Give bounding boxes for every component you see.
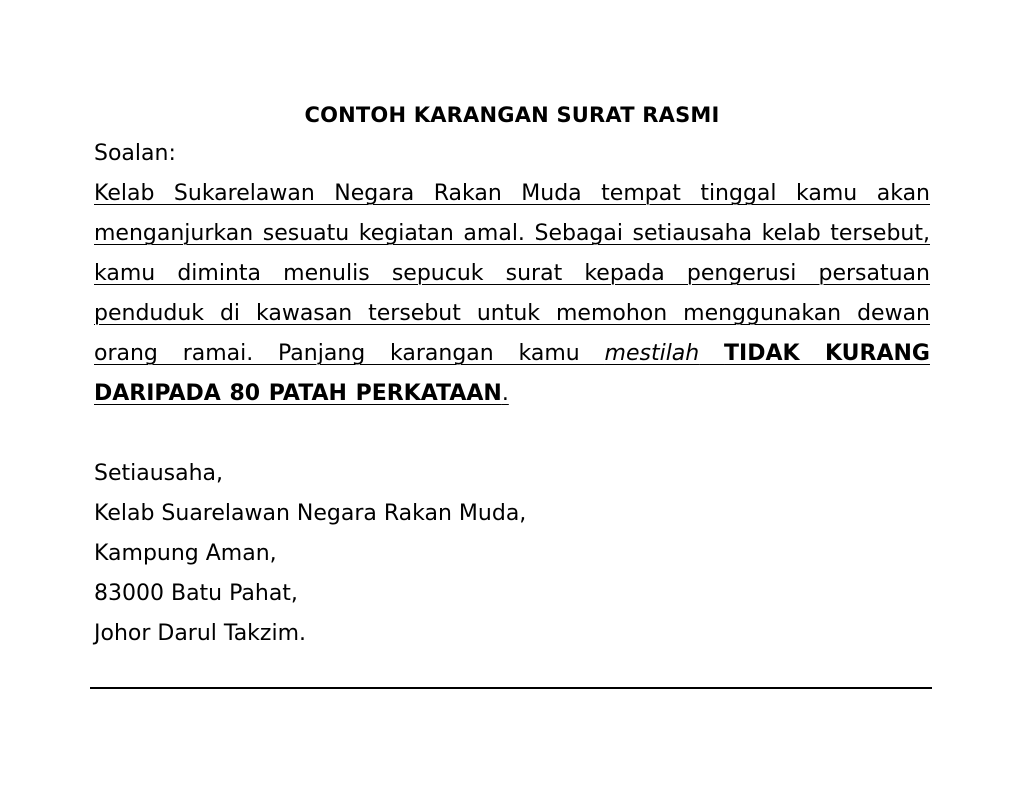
address-line-club: Kelab Suarelawan Negara Rakan Muda, [94, 501, 527, 526]
sender-address [94, 454, 930, 654]
question-word-limit: TIDAK KURANG DARIPADA 80 PATAH PERKATAAN [94, 341, 930, 406]
question-text-part1: Kelab Sukarelawan Negara Rakan Muda tempat tinggal kamu akan menganjurkan sesuatu kegiatan amal. Sebagai setiausaha kelab tersebut, kamu diminta menulis sepucuk surat kepada pengerusi persatuan penduduk di kawasan tersebut untuk memohon menggunakan dewan orang ramai. Panjang karangan kamu [94, 181, 930, 366]
address-line-title: Setiausaha, [94, 461, 224, 486]
address-divider-line [90, 687, 932, 689]
document-page [94, 96, 930, 654]
question-emphasis: mestilah [604, 341, 700, 366]
question-space [699, 341, 724, 366]
question-label: Soalan: [94, 141, 176, 166]
address-line-postcode: 83000 Batu Pahat, [94, 581, 298, 606]
paragraph-gap [94, 414, 930, 454]
document-title: CONTOH KARANGAN SURAT RASMI [304, 103, 720, 127]
address-line-village: Kampung Aman, [94, 541, 277, 566]
question-end: . [501, 381, 509, 406]
question-text [94, 174, 930, 414]
address-line-state: Johor Darul Takzim. [94, 621, 307, 646]
